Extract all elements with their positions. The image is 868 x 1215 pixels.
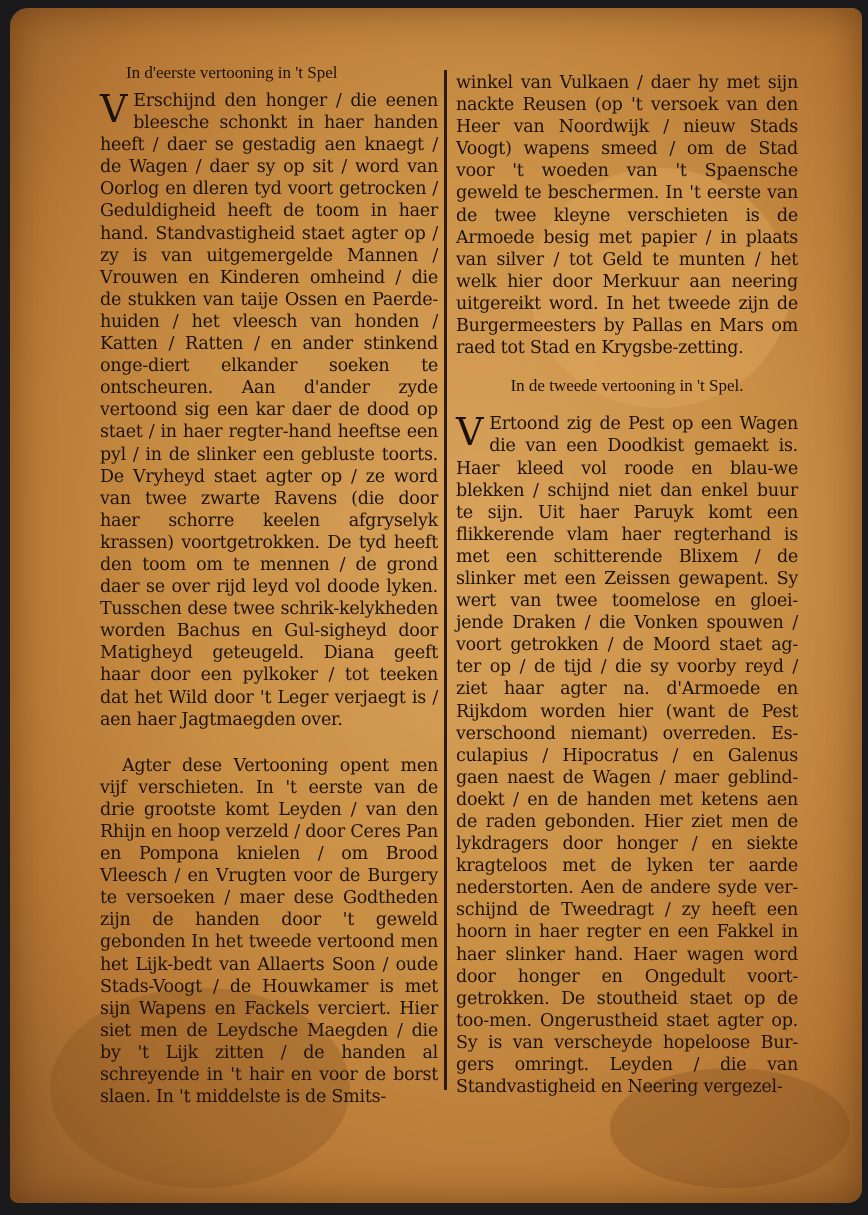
drop-cap: V <box>456 410 484 455</box>
left-paragraph-1 <box>100 87 438 731</box>
paragraph-gap <box>456 359 798 375</box>
right-heading: In de tweede vertooning in 't Spel. <box>510 376 744 396</box>
left-heading: In d'eerste vertooning in 't Spel <box>126 63 338 82</box>
right-column <box>456 72 798 1098</box>
right-paragraph-1: winkel van Vulkaen / daer hy met sijn nackte Reusen (op 't versoek van den Heer van Noordwijk / nieuw Stads Voogt) wapens smeed / om de Stad voor 't woeden van 't Spaensche geweld te beschermen. In 't eerste van de twee kleyne verschieten is de Armoede besig met papier / in plaats van silver / tot Geld te munten / het welk hier door Merkuur aan neering uitgereikt word. In het tweede zijn de Burgermeesters by Pallas en Mars om raed tot Stad en Krygsbe-zetting. <box>456 73 798 359</box>
right-paragraph-2-text: Ertoond zig de Pest op een Wagen die van een Doodkist gemaekt is. Haer kleed vol roode en blau-we blekken / schijnd niet dan enkel buur te sijn. Uit haer Paruyk komt een flikkerende vlam haer regterhand is met een schitterende Blixem / de slinker met een Zeissen gewapent. Sy wert van twee toomelose en gloei-jende Draken / die Vonken spouwen / voort getrokken / de Moord staet ag-ter op / de tijd / die sy voorby reyd / ziet haar agter na. d'Armoede en Rijkdom worden hier (want de Pest verschoond niemant) overreden. Es-culapius / Hipocratus / en Galenus gaen naest de Wagen / maer geblind-doekt / en de handen met ketens aen de raden gebonden. Hier ziet men de lykdragers door honger / en siekte kragteloos met de lyken ter aarde nederstorten. Aen de andere syde ver-schijnd de Tweedragt / zy heeft een hoorn in haer regter en een Fakkel in haer slinker hand. Haer wagen word door honger en Ongedult voort-getrokken. De stoutheid staet op de too-men. Ongerustheid staet agter op. Sy is van verscheyde hopeloose Bur-gers omringt. Leyden / die van Standvastigheid en Neering vergezel- <box>456 414 798 1098</box>
paragraph-gap <box>456 403 798 413</box>
left-column <box>100 63 438 1108</box>
drop-cap: V <box>100 87 128 131</box>
paragraph-gap <box>100 731 438 755</box>
left-paragraph-1-text: Erschijnd den honger / die eenen bleesche schonkt in haer handen heeft / daer se gestadig aen knaegt / de Wagen / daer sy op sit / word van Oorlog en dleren tyd voort getrocken / Geduldigheid heeft de toom in haer hand. Standvastigheid staet agter op / zy is van uitgemergelde Mannen / Vrouwen en Kinderen omheind / die de stukken van taije Ossen en Paerde-huiden / het vleesch van honden / Katten / Ratten / en ander stinkend onge-diert elkander soeken te ontscheuren. Aan d'ander zyde vertoond sig een kar daer de dood op staet / in haer regter-hand heeftse een pyl / in de slinker een gebluste toorts. De Vryheyd staet agter op / ze word van twee zwarte Ravens (die door haer schorre keelen afgryselyk krassen) voortgetrokken. De tyd heeft den toom om te mennen / de grond daer se over rijd leyd vol doode lyken. Tusschen dese twee schrik-kelykheden worden Bachus en Gul-sigheyd door Matigheyd geteugeld. Diana geeft haar door een pylkoker / tot teeken dat het Wild door 't Leger verjaegt is / aen haer Jagtmaegden over. <box>100 91 438 730</box>
column-divider <box>444 70 447 1090</box>
right-paragraph-2 <box>456 410 798 1098</box>
left-paragraph-2: Agter dese Vertooning opent men vijf verschieten. In 't eerste van de drie grootste komt Leyden / van den Rhijn en hoop verzeld / door Ceres Pan en Pompona knielen / om Brood Vleesch / en Vrugten voor de Burgery te versoeken / maer dese Godtheden zijn de handen door 't geweld gebonden In het tweede vertoond men het Lijk-bedt van Allaerts Soon / oude Stads-Voogt / de Houwkamer is met sijn Wapens en Fackels verciert. Hier siet men de Leydsche Maegden / die by 't Lijk zitten / de handen al schreyende in 't hair en voor de borst slaen. In 't middelste is de Smits- <box>100 755 438 1108</box>
